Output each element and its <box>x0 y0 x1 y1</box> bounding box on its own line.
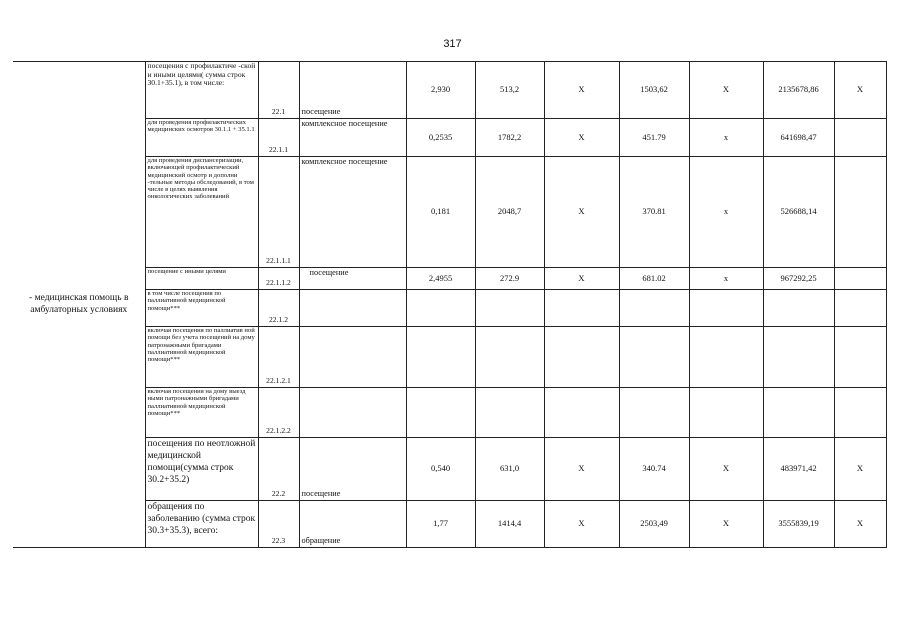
cell-value: 0,540 <box>406 438 475 501</box>
cell-value <box>834 290 886 327</box>
row-unit: комплексное посещение <box>299 119 406 157</box>
cell-value: 681.02 <box>619 268 689 290</box>
cell-value: Х <box>544 438 619 501</box>
cell-value: 2048,7 <box>475 157 544 268</box>
cell-value <box>406 388 475 438</box>
cell-value: 1503,62 <box>619 62 689 119</box>
cell-value: 370.81 <box>619 157 689 268</box>
row-description: для проведения диспансеризации, включающей профилактический медицинский осмотр и дополни -тельные методы обследований, в том числе в целях выявления онкологических заболеваний <box>145 157 258 268</box>
cell-value: 272.9 <box>475 268 544 290</box>
row-code: 22.1.1.2 <box>258 268 299 290</box>
cell-value: 483971,42 <box>763 438 834 501</box>
cell-value: 1,77 <box>406 501 475 548</box>
row-description: посещение с иными целями <box>145 268 258 290</box>
row-code: 22.1.2.1 <box>258 327 299 388</box>
cell-value <box>763 290 834 327</box>
cell-value: 2,930 <box>406 62 475 119</box>
cell-value <box>619 327 689 388</box>
cell-value <box>834 268 886 290</box>
cell-value <box>544 388 619 438</box>
row-unit: обращение <box>299 501 406 548</box>
cell-value: х <box>689 157 763 268</box>
cell-value: Х <box>689 62 763 119</box>
cell-value: 2,4955 <box>406 268 475 290</box>
cell-value <box>834 388 886 438</box>
cell-value: 0,181 <box>406 157 475 268</box>
row-code: 22.3 <box>258 501 299 548</box>
cell-value: Х <box>689 438 763 501</box>
cell-value: 631,0 <box>475 438 544 501</box>
row-code: 22.1.2 <box>258 290 299 327</box>
row-description: посещения с профилактиче -ской и иными целями( сумма строк 30.1+35.1), в том числе: <box>145 62 258 119</box>
cell-value <box>475 388 544 438</box>
row-unit: комплексное посещение <box>299 157 406 268</box>
cell-value <box>689 388 763 438</box>
page-number: 317 <box>443 38 462 50</box>
cell-value: 967292,25 <box>763 268 834 290</box>
row-code: 22.2 <box>258 438 299 501</box>
data-table <box>13 61 887 548</box>
cell-value: 451.79 <box>619 119 689 157</box>
cell-value <box>475 327 544 388</box>
cell-value: 340.74 <box>619 438 689 501</box>
cell-value: 0,2535 <box>406 119 475 157</box>
cell-value <box>475 290 544 327</box>
cell-value: Х <box>544 157 619 268</box>
cell-value: 526688,14 <box>763 157 834 268</box>
row-unit: посещение <box>299 438 406 501</box>
cell-value: Х <box>834 62 886 119</box>
cell-value <box>834 327 886 388</box>
cell-value: 2135678,86 <box>763 62 834 119</box>
cell-value <box>763 388 834 438</box>
cell-value <box>544 327 619 388</box>
row-description: в том числе посещения по паллиативной медицинской помощи*** <box>145 290 258 327</box>
cell-value: 1782,2 <box>475 119 544 157</box>
cell-value <box>619 388 689 438</box>
row-description: для проведения профилактических медицинских осмотров 30.1.1 + 35.1.1 <box>145 119 258 157</box>
row-code: 22.1 <box>258 62 299 119</box>
cell-value <box>763 327 834 388</box>
cell-value <box>834 157 886 268</box>
cell-value: х <box>689 119 763 157</box>
cell-value: Х <box>544 119 619 157</box>
cell-value <box>689 327 763 388</box>
cell-value <box>406 327 475 388</box>
row-description: включая посещения на дому выезд ными патронажными бригадами паллиативной медицинской помощи*** <box>145 388 258 438</box>
row-unit <box>299 290 406 327</box>
cell-value: 3555839,19 <box>763 501 834 548</box>
row-unit: посещение <box>299 268 406 290</box>
cell-value: Х <box>544 268 619 290</box>
cell-value <box>619 290 689 327</box>
cell-value: Х <box>689 501 763 548</box>
cell-value: Х <box>544 501 619 548</box>
cell-value: Х <box>834 438 886 501</box>
row-description: посещения по неотложной медицинской помощи(сумма строк 30.2+35.2) <box>145 438 258 501</box>
row-code: 22.1.1 <box>258 119 299 157</box>
section-label: - медицинская помощь в амбулаторных условиях <box>13 62 145 548</box>
cell-value: 513,2 <box>475 62 544 119</box>
cell-value <box>689 290 763 327</box>
cell-value: Х <box>544 62 619 119</box>
row-description: включая посещения по паллиатив ной помощи без учета посещений на дому патронажными бригадами паллиативной медицинской помощи*** <box>145 327 258 388</box>
cell-value: 641698,47 <box>763 119 834 157</box>
cell-value: х <box>689 268 763 290</box>
row-unit: посещение <box>299 62 406 119</box>
cell-value <box>544 290 619 327</box>
row-unit <box>299 388 406 438</box>
row-code: 22.1.1.1 <box>258 157 299 268</box>
cell-value: 1414,4 <box>475 501 544 548</box>
cell-value: 2503,49 <box>619 501 689 548</box>
row-description: обращения по заболеванию (сумма строк 30.3+35.3), всего: <box>145 501 258 548</box>
table-row <box>13 62 886 119</box>
row-unit <box>299 327 406 388</box>
cell-value <box>834 119 886 157</box>
cell-value: Х <box>834 501 886 548</box>
cell-value <box>406 290 475 327</box>
row-code: 22.1.2.2 <box>258 388 299 438</box>
